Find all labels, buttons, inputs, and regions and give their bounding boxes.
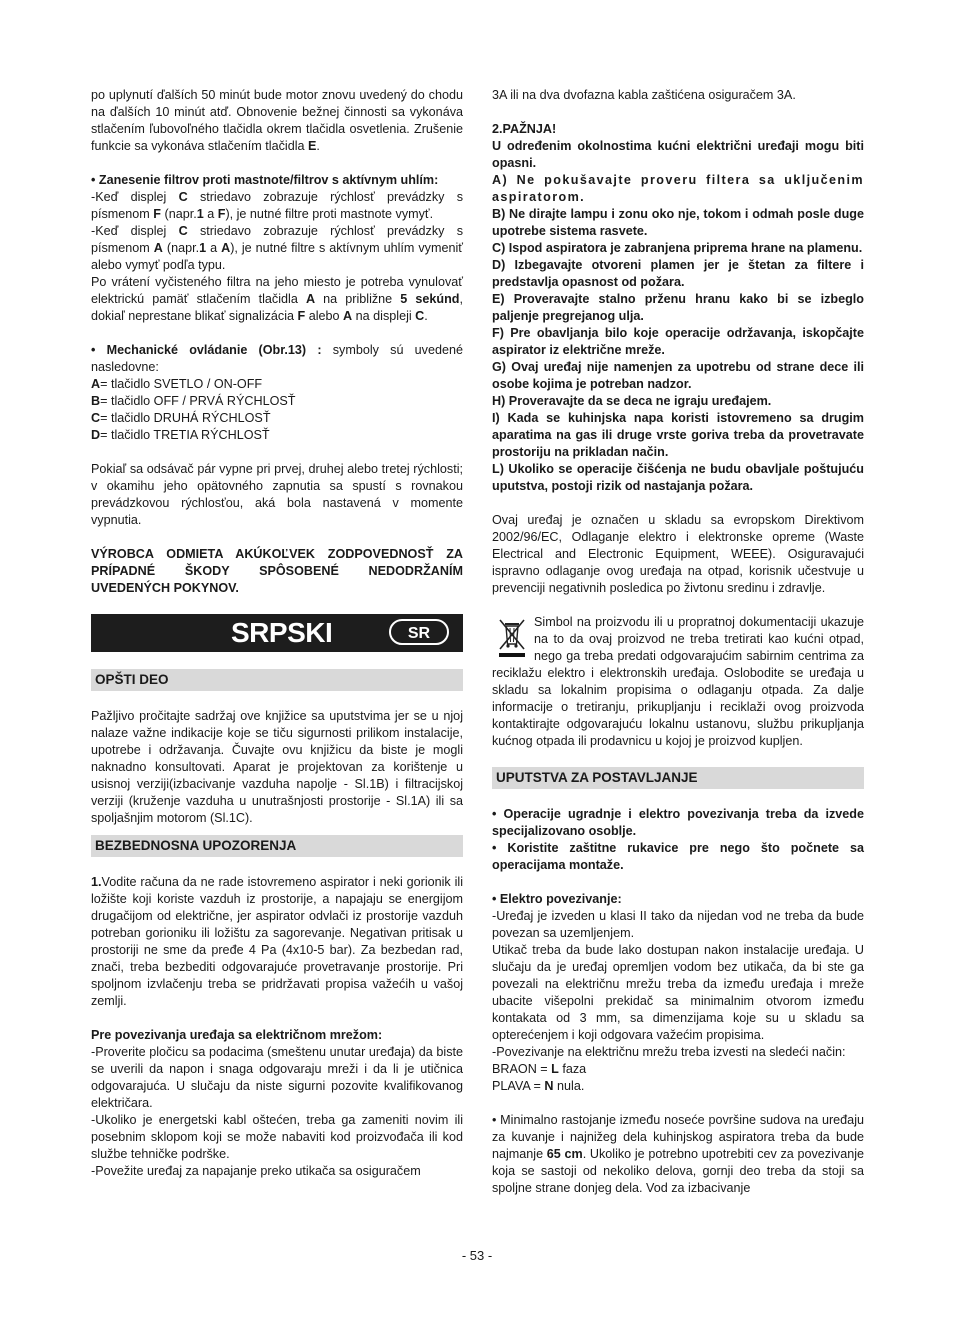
warning-item-e: E) Proveravajte stalno prženu hranu kako bi se izbeglo paljenje pregrejanog ulja. bbox=[492, 292, 864, 323]
warning-item-f: F) Pre obavljanja bilo koje operacije održavanja, iskopčajte aspirator iz električne mreže. bbox=[492, 326, 864, 357]
mech-item-d: D= tlačidlo TRETIA RÝCHLOSŤ bbox=[91, 428, 270, 442]
mains-item: -Povežite uređaj za napajanje preko utikača sa osiguračem bbox=[91, 1164, 421, 1178]
warning-item-d: D) Izbegavajte otvoreni plamen jer je štetan za filtere i predstavlja opasnost od požara. bbox=[492, 258, 864, 289]
elec-item: -Uređaj je izveden u klasi II tako da nijedan vod ne treba da bude povezan sa uzemljenjem. bbox=[492, 909, 864, 940]
warning-heading: 2.PAŽNJA! bbox=[492, 122, 557, 136]
warning-item-l: L) Ukoliko se operacije čišćenja ne budu obavljale poštujuću uputstva, postoji rizik od nastajanja požara. bbox=[492, 462, 864, 493]
mech-item-a: A= tlačidlo SVETLO / ON-OFF bbox=[91, 377, 263, 391]
language-banner bbox=[91, 614, 463, 652]
mech-item-c: C= tlačidlo DRUHÁ RÝCHLOSŤ bbox=[91, 411, 271, 425]
elec-item: Utikač treba da bude lako dostupan nakon instalacije uređaja. U slučaju da je uređaj opremljen vodom bez utikača, da bi ste ga povezali na električnu mrežu treba da između uređaja i mreže ubacite višepolni prekidač sa minimalnim otvorom između kontakata od 3 mm, sa dimenzijama koje su u skladu sa opterećenjem i koji odgovara važećim propisima. bbox=[492, 943, 864, 1042]
warning-item-b: B) Ne dirajte lampu i zonu oko nje, tokom i odmah posle duge upotrebe sistema rasvete. bbox=[492, 207, 864, 238]
general-paragraph: Pažljivo pročitajte sadržaj ove knjižice sa uputstvima jer se u njoj nalaze važne indikacije koje se tiču sigurnosti prilikom instalacije, upotrebe i održavanja. Čuvajte ovu knjižicu da biste je mogli naknadno konsultovati. Aparat je projektovan za korištenje u usisnoj verziji(izbacivanje vazduha napolje - Sl.1B) i filtracijskoj verziji (kruženje vazduha u unutrašnjosti prostorije - Sl.1A) ili sa spoljašnjim motorom (Sl.1C). bbox=[91, 709, 463, 825]
section-heading-installation: UPUTSTVA ZA POSTAVLJANJE bbox=[492, 767, 864, 789]
section-heading-safety: BEZBEDNOSNA UPOZORENJA bbox=[91, 835, 463, 857]
mechanical-controls: • Mechanické ovládanie (Obr.13) : symboly sú uvedené nasledovne: bbox=[91, 343, 463, 374]
warning-item-g: G) Ovaj uređaj nije namenjen za upotrebu od strane dece ili osobe kojima je potreban nadzor. bbox=[492, 360, 864, 391]
crossed-bin-icon bbox=[496, 616, 528, 660]
install-bullet: • Operacije ugradnje i elektro povezivanja treba da izvede specijalizovano osoblje. bbox=[492, 807, 864, 838]
warning-intro: U određenim okolnostima kućni električni uređaji mogu biti opasni. bbox=[492, 139, 864, 170]
mains-heading: Pre povezivanja uređaja sa električnom mrežom: bbox=[91, 1028, 383, 1042]
elec-item: -Povezivanje na električnu mrežu treba izvesti na sledeći način: bbox=[492, 1045, 846, 1059]
blue-wire: PLAVA = N nula. bbox=[492, 1079, 585, 1093]
safety-paragraph: 1.Vodite računa da ne rade istovremeno aspirator i neki gorionik ili ložište koji koriste vazduh iz prostorije, a napajaju se energijom drugačijom od električne, jer aspirator odvlači iz prostorije vazduh potreban gorioniku ili ložištu za sagorevanje. Negativan pritisak u prostoriji ne sme da pređe 4 Pa (4x10-5 bar). Za bezbedan rad, znači, treba bezbediti odgovarajuće provetravanje prostorije. Pri spoljnom izvlačenju treba se pridržavati propisa važećih u vašoj zemlji. bbox=[91, 875, 463, 1008]
disclaimer: VÝROBCA ODMIETA AKÚKOĽVEK ZODPOVEDNOSŤ ZA PRÍPADNÉ ŠKODY SPÔSOBENÉ NEDODRŽANÍM UVEDENÝCH POKYNOV. bbox=[91, 547, 463, 595]
page-number: - 53 - bbox=[461, 1248, 493, 1263]
section-heading-general: OPŠTI DEO bbox=[91, 669, 463, 691]
weee-block bbox=[492, 614, 864, 750]
symbol-paragraph: Simbol na proizvodu ili u propratnoj dokumentaciji ukazuje na to da ovaj proizvod ne treba tretirati kao kućni otpad, nego ga treba predati odgovarajućim sabirnim centrima za reciklažu elektro i elektronskih uređaja. Oslobodite se uređaja u skladu sa lokalnim propisima o odlaganju otpada. Za dalje informacije o tretiranju, prikupljanju i reciklaži ovog proizvoda kontaktirajte odgovarajuću lokalnu ustanovu, službu prikupljanja kućnog otpada ili prodavnicu u kojoj je proizvod kupljen. bbox=[492, 615, 864, 748]
elec-heading: • Elektro povezivanje: bbox=[492, 892, 622, 906]
brown-wire: BRAON = L faza bbox=[492, 1062, 587, 1076]
mech-item-b: B= tlačidlo OFF / PRVÁ RÝCHLOSŤ bbox=[91, 394, 296, 408]
install-bullet: • Koristite zaštitne rukavice pre nego što počnete sa operacijama montaže. bbox=[492, 841, 864, 872]
filter-reset-paragraph: Po vrátení vyčisteného filtra na jeho miesto je potreba vynulovať elektrickú pamäť stlačením tlačidla A na približne 5 sekúnd, dokiaľ neprestane blikať signalizácia F alebo A na displeji C. bbox=[91, 275, 463, 323]
warning-item-a: A) Ne pokušavajte proveru filtera sa uključenim aspiratorom. bbox=[492, 173, 864, 204]
mains-item: -Ukoliko je energetski kabl oštećen, treba ga zameniti novim ili posebnim sklopom koji se može nabaviti kod proizvođača ili kod službe tehničke podrške. bbox=[91, 1113, 463, 1161]
warning-item-c: C) Ispod aspiratora je zabranjena priprema hrane na plamenu. bbox=[492, 241, 863, 255]
restart-paragraph: Pokiaľ sa odsávač pár vypne pri prvej, druhej alebo tretej rýchlosti; v okamihu jeho opätovného zapnutia sa spustí s rovnakou prevádzkovou rýchlosťou, aká bola nastavená v momente vypnutia. bbox=[91, 462, 463, 527]
weee-paragraph: Ovaj uređaj je označen u skladu sa evropskom Direktivom 2002/96/EC, Odlaganje elektro i elektronske opreme (Waste Electrical and Electronic Equipment, WEEE). Osiguravajući ispravno odlaganje ovog uređaja na otpad, korisnik učestvuje u prevenciji negativnih posledica po živtonu sredinu i zdravlje. bbox=[492, 513, 864, 595]
banner-title: SRPSKI bbox=[231, 617, 333, 648]
language-badge: SR bbox=[389, 619, 449, 645]
intro-paragraph: po uplynutí ďalších 50 minút bude motor znovu uvedený do chodu na ďalších 10 minút atď. Obnovenie bežnej činnosti sa vykonáva stlačením ľubovoľného tlačidla okrem tlačidla osvetlenia. Zrušenie funkcie sa vykonáva stlačením tlačidla E. bbox=[91, 88, 463, 153]
warning-item-i: I) Kada se kuhinjska napa koristi istovremeno sa drugim aparatima na gas ili druge vrste goriva treba da provetravate prostoriju na prikladan način. bbox=[492, 411, 864, 459]
warning-item-h: H) Proveravajte da se deca ne igraju uređajem. bbox=[492, 394, 772, 408]
fuse-continuation: 3A ili na dva dvofazna kabla zaštićena osiguračem 3A. bbox=[492, 88, 796, 102]
left-column bbox=[91, 87, 463, 1180]
right-column bbox=[492, 87, 864, 1197]
mains-item: -Proverite pločicu sa podacima (smeštenu unutar uređaja) da biste se uverili da napon i snaga odgovaraju mreži i da li je utičnica odgovarajuća. U slučaju da niste sigurni pozovite kvalifikovanog električara. bbox=[91, 1045, 463, 1110]
distance-paragraph: • Minimalno rastojanje između noseće površine sudova na uređaju za kuvanje i najnižeg dela kuhinjskog aspiratora treba da bude najmanje 65 cm. Ukoliko je potrebno upotrebiti cev za povezivanje koja se sastoji od nekoliko delova, gornji deo treba da stoji sa spoljne strane donjeg dela. Vod za izbacivanje bbox=[492, 1113, 864, 1195]
filter-heading: • Zanesenie filtrov proti mastnote/filtrov s aktívnym uhlím: bbox=[91, 173, 439, 187]
filter-carbon-item: -Keď displej C striedavo zobrazuje rýchlosť prevádzky s písmenom A (napr.1 a A), je nutné filtre s aktívnym uhlím vymeniť alebo vymyť podľa typu. bbox=[91, 224, 464, 272]
filter-grease-item: -Keď displej C striedavo zobrazuje rýchlosť prevádzky s písmenom F (napr.1 a F), je nutné filtre proti mastnote vymyť. bbox=[91, 190, 464, 221]
